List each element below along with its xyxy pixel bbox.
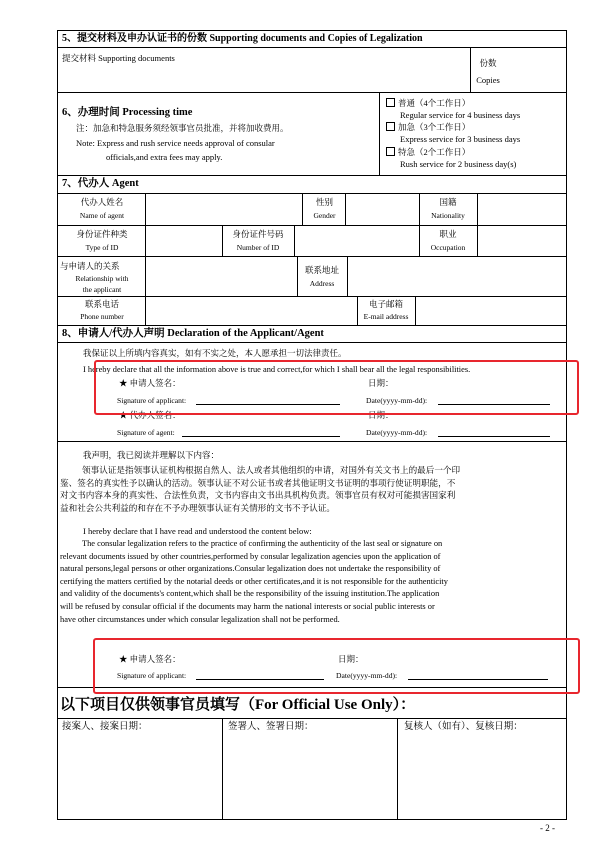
- section6-title: 6、办理时间 Processing time: [62, 107, 193, 118]
- legal-en-line-6: will be refused by consular official if the documents may harm the national interests or social public interests or: [60, 601, 435, 611]
- border-left: [57, 30, 58, 820]
- idtype-label-cn: 身份证件种类: [76, 229, 128, 239]
- divider: [57, 92, 567, 93]
- agent-name-label-en: Name of agent: [79, 211, 125, 220]
- email-field[interactable]: [416, 297, 566, 325]
- guarantee-cn: 我保证以上所填内容真实，如有不实之处，本人愿承担一切法律责任。: [83, 348, 347, 358]
- page-number: - 2 -: [540, 823, 555, 833]
- divider: [379, 92, 380, 175]
- processing-note-cn: 注：加急和特急服务须经领事官员批准，并将加收费用。: [76, 123, 289, 133]
- legal-cn-line-2: 鉴、签名的真实性予以确认的活动。领事认证不对公证书或者其他证明文书证明的事项行使证明职能，不: [60, 477, 456, 488]
- understand-cn: 我声明，我已阅读并理解以下内容：: [83, 450, 220, 460]
- agent-date-field[interactable]: [438, 436, 550, 437]
- email-label-en: E-mail address: [363, 312, 409, 321]
- relationship-label-en-1: Relationship with: [75, 274, 129, 283]
- legal-en-line-3: natural persons,legal persons or other organizations.Consular legalization does not undertake the responsibility of: [60, 564, 441, 574]
- address-field[interactable]: [348, 257, 566, 296]
- supporting-docs-label: 提交材料 Supporting documents: [62, 53, 175, 63]
- gender-label-en: Gender: [313, 211, 336, 220]
- nationality-label-en: Nationality: [431, 211, 465, 220]
- border-right: [566, 30, 567, 820]
- agent-name-label-cn: 代办人姓名: [80, 197, 124, 207]
- copies-field[interactable]: [470, 48, 524, 92]
- express-checkbox[interactable]: [386, 122, 395, 131]
- divider: [57, 175, 567, 176]
- rush-checkbox[interactable]: [386, 147, 395, 156]
- processing-note-en-1: Note: Express and rush service needs approval of consular: [76, 138, 275, 148]
- idtype-label-en: Type of ID: [85, 243, 119, 252]
- legal-cn-line-4: 益和社会公共利益的和存在不予办理领事认证有关情形的文书不予认证。: [60, 502, 336, 513]
- applicant-date2-label-cn: 日期：: [338, 654, 364, 664]
- official-col-received: 接案人、接案日期：: [62, 722, 148, 732]
- regular-checkbox[interactable]: [386, 98, 395, 107]
- official-use-title: 以下项目仅供领事官员填写（For Official Use Only）：: [60, 697, 416, 713]
- legal-cn-line-3: 对文书内容本身的真实性、合法性负责，文书内容由文书出具机构负责。领事官员有权对可能损害国家利: [60, 490, 456, 501]
- applicant-signature-label-cn: ★ 申请人签名：: [119, 378, 181, 388]
- highlight-box-1: [94, 360, 579, 415]
- understand-en: I hereby declare that I have read and understood the content below:: [83, 526, 312, 536]
- agent-signature-label-en: Signature of agent:: [117, 428, 175, 437]
- idtype-field[interactable]: [147, 226, 222, 256]
- legal-en-line-5: and validity of the documents's content,which shall be the responsibility of the issuing institution.The application: [60, 589, 440, 599]
- express-label-en: Express service for 3 business days: [400, 134, 521, 144]
- agent-name-field[interactable]: [147, 194, 303, 225]
- legalization-text-en: [60, 538, 564, 626]
- applicant-signature2-label-en: Signature of applicant:: [117, 671, 187, 680]
- applicant-date2-label-en: Date(yyyy-mm-dd):: [336, 671, 398, 680]
- agent-signature-label-cn: ★ 代办人签名：: [119, 410, 181, 420]
- legal-en-line-1: The consular legalization refers to the practice of confirming the authenticity of the last seal or signature on: [82, 539, 443, 548]
- divider: [57, 441, 567, 442]
- address-label-cn: 联系地址: [304, 265, 339, 275]
- relationship-label-cn: 与申请人的关系: [60, 261, 120, 271]
- rush-label-cn: 特急（2个工作日）: [398, 147, 471, 157]
- legal-cn-line-1: 领事认证是指领事认证机构根据自然人、法人或者其他组织的申请，对国外有关文书上的最后一个印: [82, 465, 461, 475]
- agent-date-label-en: Date(yyyy-mm-dd):: [366, 428, 428, 437]
- agent-date-label-cn: 日期：: [368, 410, 394, 420]
- section8-title: 8、申请人/代办人声明 Declaration of the Applicant/Agent: [62, 328, 324, 339]
- legalization-text-cn: [60, 464, 564, 514]
- occupation-label-en: Occupation: [430, 243, 466, 252]
- regular-label-cn: 普通（4个工作日）: [398, 98, 471, 108]
- section5-title: 5、提交材料及申办认证书的份数 Supporting documents and Copies of Legalization: [62, 33, 423, 44]
- rush-label-en: Rush service for 2 business day(s): [400, 159, 517, 169]
- divider: [57, 325, 567, 326]
- official-col-signed: 签署人、签署日期：: [228, 722, 314, 732]
- nationality-label-cn: 国籍: [439, 197, 457, 207]
- copies-label-cn: 份数: [479, 58, 497, 68]
- phone-field[interactable]: [147, 297, 356, 325]
- idnum-field[interactable]: [295, 226, 419, 256]
- agent-signature-field[interactable]: [182, 436, 340, 437]
- legal-en-line-4: certifying the matters certified by the notarial deeds or other certificates,and it is not responsible for the authenticity: [60, 576, 448, 586]
- legal-en-line-2: relevant documents issued by other countries,performed by consular legalization agencies upon the application of: [60, 551, 441, 561]
- supporting-docs-field[interactable]: [58, 65, 468, 92]
- highlight-box-2: [93, 638, 580, 694]
- copies-label-en: Copies: [476, 75, 500, 85]
- applicant-date-label-en: Date(yyyy-mm-dd):: [366, 396, 428, 405]
- divider: [57, 718, 567, 719]
- border-top: [57, 30, 567, 31]
- border-bottom: [57, 819, 567, 820]
- gender-field[interactable]: [346, 194, 419, 225]
- relationship-field[interactable]: [147, 257, 297, 296]
- idnum-label-en: Number of ID: [236, 243, 280, 252]
- divider: [222, 718, 223, 820]
- applicant-date-label-cn: 日期：: [368, 378, 394, 388]
- address-label-en: Address: [309, 279, 335, 288]
- express-label-cn: 加急（3个工作日）: [398, 122, 471, 132]
- divider: [397, 718, 398, 820]
- applicant-signature2-label-cn: ★ 申请人签名：: [119, 654, 181, 664]
- email-label-cn: 电子邮箱: [368, 299, 403, 309]
- occupation-label-cn: 职业: [439, 229, 457, 239]
- idnum-label-cn: 身份证件号码: [232, 229, 284, 239]
- guarantee-en: I hereby declare that all the information above is true and correct,for which I shall bear all the legal responsibilities.: [83, 365, 471, 374]
- divider: [57, 342, 567, 343]
- nationality-field[interactable]: [478, 194, 566, 225]
- gender-label-cn: 性别: [315, 197, 333, 207]
- phone-label-en: Phone number: [80, 312, 124, 321]
- applicant-signature-label-en: Signature of applicant:: [117, 396, 187, 405]
- section7-title: 7、代办人 Agent: [62, 178, 139, 189]
- occupation-field[interactable]: [478, 226, 566, 256]
- legal-en-line-7: have other circumstances under which consular legalization shall not be performed.: [60, 614, 340, 624]
- relationship-label-en-2: the applicant: [82, 285, 122, 294]
- official-col-reviewed: 复核人（如有）、复核日期：: [404, 722, 523, 732]
- phone-label-cn: 联系电话: [84, 299, 119, 309]
- divider: [297, 256, 298, 296]
- regular-label-en: Regular service for 4 business days: [400, 110, 521, 120]
- processing-note-en-2: officials,and extra fees may apply.: [106, 152, 223, 162]
